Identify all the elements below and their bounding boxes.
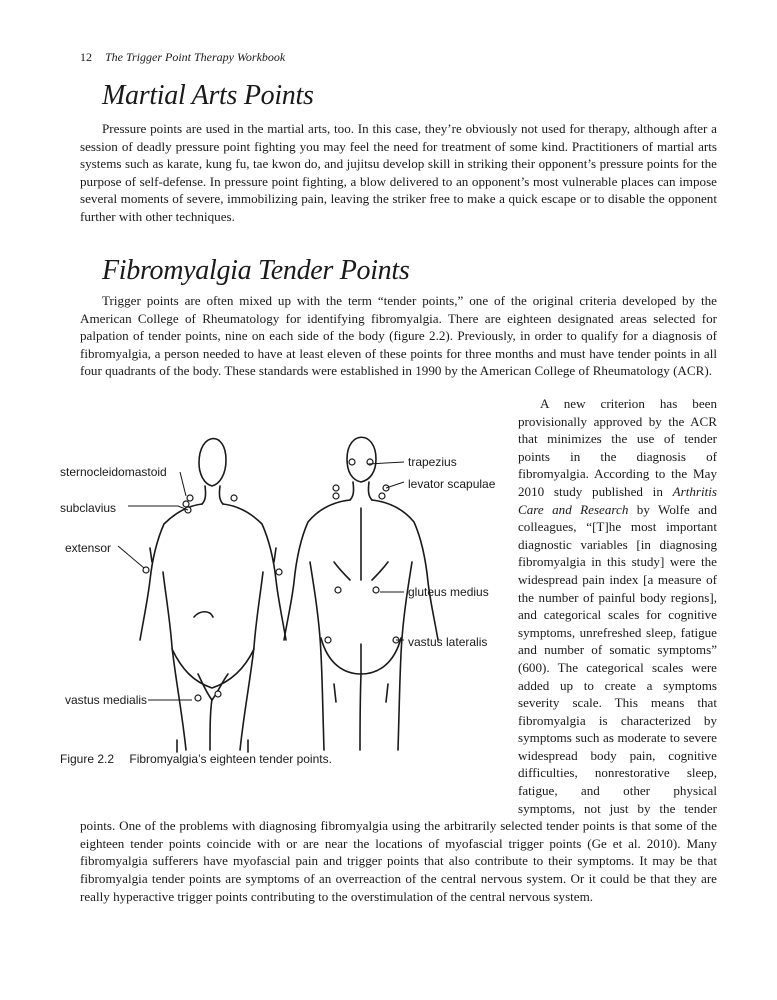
tender-point-back-8 (373, 587, 379, 593)
label-gluteus-medius: gluteus medius (408, 585, 489, 599)
book-title: The Trigger Point Therapy Workbook (105, 50, 286, 64)
figure-caption (60, 752, 332, 766)
running-head (80, 50, 285, 65)
page-number: 12 (80, 50, 92, 64)
heading-martial-arts: Martial Arts Points (102, 80, 314, 111)
label-subclavius: subclavius (60, 501, 117, 515)
label-levator-scapulae: levator scapulae (408, 477, 496, 491)
label-vastus-medialis: vastus medialis (65, 693, 148, 707)
tender-point-back-5 (333, 493, 339, 499)
figure-caption-text: Fibromyalgia’s eighteen tender points. (129, 752, 332, 766)
body-diagram (60, 412, 500, 772)
tender-point-back-6 (379, 493, 385, 499)
tender-point-back-7 (335, 587, 341, 593)
paragraph-fibromyalgia-2: A new criterion has been provisionally approved by the ACR that minimizes the use of tender points in the diagnosis of fibromyalgia. According to the May 2010 study published in Arthritis Care and Research by Wolfe and colleagues, “[T]he most important diagnostic variables [in diagnosing fibromyalgia in this study] were the widespread pain index [a measure of the number of painful body regions], and categorical scales for cognitive symptoms, unrefreshed sleep, fatigue and number of somatic symptoms” (600). The categorical scales were added up to create a symptoms severity scale. This means that fibromyalgia is characterized by symptoms such as moderate to severe widespread body pain, cognitive difficulties, nonrestorative sleep, fatigue, and other physical symptoms, not just by the tender points. One of the problems with diagnosing fibromyalgia using the arbitrarily selected tender points is that some of the eighteen tender points coincide with or are near the locations of myofascial trigger points (Ge et al. 2010). Many fibromyalgia sufferers have myofascial pain and trigger points that also contribute to their symptoms. It may be that fibromyalgia tender points are symptoms of an overreaction of the central nervous system. Or it could be that they are really hyperactive trigger points contributing to the overstimulation of the central nervous system. (80, 396, 717, 904)
tender-point-front-7 (195, 695, 201, 701)
label-extensor: extensor (65, 541, 112, 555)
tender-point-front-2 (231, 495, 237, 501)
tender-point-front-8 (215, 691, 221, 697)
tender-point-back-3 (333, 485, 339, 491)
tender-point-back-1 (349, 459, 355, 465)
figure-tender-points (60, 412, 500, 772)
tender-point-front-1 (187, 495, 193, 501)
paragraph-martial-arts: Pressure points are used in the martial arts, too. In this case, they’re obviously not used for therapy, although after a session of deadly pressure point fighting you may feel the need for treatment of some kind. Practitioners of martial arts systems such as karate, kung fu, tae kwon do, and jujitsu develop skill in striking their opponent’s pressure points for the purpose of self-defense. In pressure point fighting, a blow delivered to an opponent’s most vulnerable places can impose several moments of severe, immobilizing pain, leaving the striker free to make a quick escape or to disable the opponent further with other techniques. (80, 121, 717, 224)
tender-point-front-3 (183, 501, 189, 507)
figure-number: Figure 2.2 (60, 752, 115, 766)
tender-point-front-6 (276, 569, 282, 575)
paragraph-fibromyalgia-1: Trigger points are often mixed up with the term “tender points,” one of the original criteria developed by the American College of Rheumatology for identifying fibromyalgia. There are eighteen designated areas selected for palpation of tender points, nine on each side of the body (figure 2.2). Previously, in order to qualify for a diagnosis of fibromyalgia, a person needed to have at least eleven of these points for three months and must have tender points in all four quadrants of the body. These standards were established in 1990 by the American College of Rheumatology (ACR). (80, 293, 717, 379)
heading-fibromyalgia: Fibromyalgia Tender Points (102, 255, 410, 286)
label-vastus-lateralis: vastus lateralis (408, 635, 488, 649)
tender-point-back-9 (325, 637, 331, 643)
front-body-outline (140, 439, 286, 752)
journal-title: Arthritis Care and Research (518, 483, 717, 517)
label-trapezius: trapezius (408, 455, 457, 469)
label-sternocleidomastoid: sternocleidomastoid (60, 465, 167, 479)
